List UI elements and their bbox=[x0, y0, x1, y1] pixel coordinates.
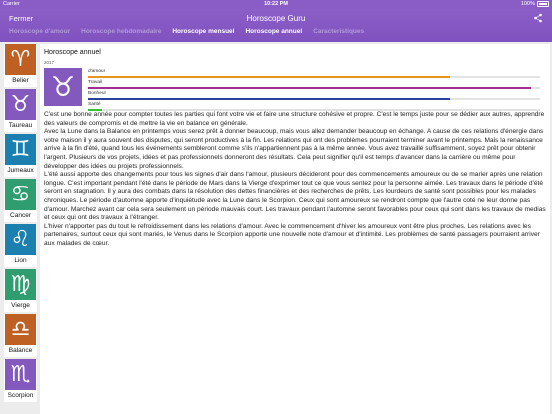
rating-fill bbox=[88, 76, 450, 78]
sign-item-jumeaux[interactable] bbox=[4, 134, 37, 177]
battery-percent: 100% bbox=[520, 1, 535, 7]
battery-indicator bbox=[521, 1, 549, 7]
aries-icon: ♈ bbox=[10, 46, 31, 72]
sign-tile bbox=[5, 269, 36, 300]
selected-sign-tile bbox=[44, 68, 82, 106]
rating-work bbox=[88, 80, 540, 91]
ratings-list bbox=[88, 69, 540, 113]
app-title: Horoscope Guru bbox=[246, 14, 306, 23]
paragraph: C'est une bonne année pour compter toutes les parties qui font votre vie et faire une structure cohésive et propre. C'est le temps juste pour se dédier aux autres, apprendre des valeurs de compromis et de mettre la vie en balance en générale. bbox=[44, 111, 545, 127]
tab-weekly-horoscope[interactable]: Horoscope hebdomadaire bbox=[81, 28, 162, 35]
sign-label: Balance bbox=[8, 347, 33, 354]
paragraph: Avec la Lune dans la Balance en printemps vous serez prêt à donner beaucoup, mais vous allez demander beaucoup en échange. A cause de ces relations d'énergie dans votre maison il y aura souvent des disputes, qui seront productives à la fin. Les relations qui ont des problèmes pourraient terminer avant le printemps. Mais la renaissance arrive à la fin d'été, quand tous les événements sembleront comme s'ils n'appartiennent pas à la même année. Vous avez travaillé suffisamment, soyez prêt pour obtenir l'argent. Plusieurs de vos projets, idées et pas professionnels donneront des résultats. Cela peut signifier qu'il est temps d'avancer dans la carrière ou même pour développer des idées ou projets professionnels. bbox=[44, 128, 544, 170]
sign-item-taureau[interactable] bbox=[4, 89, 37, 132]
year-label: 2017 bbox=[44, 60, 55, 65]
sign-item-belier[interactable] bbox=[4, 44, 37, 87]
rating-fill bbox=[88, 98, 450, 100]
sign-tile bbox=[5, 134, 36, 165]
sign-label: Jumeaux bbox=[7, 167, 34, 174]
sign-tile bbox=[5, 314, 36, 345]
sign-label: Taureau bbox=[8, 122, 33, 129]
rating-track bbox=[88, 87, 540, 89]
sign-tile bbox=[5, 44, 36, 75]
sign-label: Cancer bbox=[10, 212, 31, 219]
taurus-icon: ♉ bbox=[10, 91, 31, 117]
share-icon[interactable] bbox=[533, 13, 543, 23]
horoscope-panel bbox=[40, 44, 550, 414]
app-header bbox=[0, 9, 552, 42]
rating-label: d'amour bbox=[88, 69, 106, 74]
sign-label: Scorpion bbox=[7, 392, 34, 399]
libra-icon: ♎ bbox=[10, 316, 31, 342]
sign-item-scorpion[interactable] bbox=[4, 359, 37, 402]
virgo-icon: ♍ bbox=[10, 271, 31, 297]
clock: 10:22 PM bbox=[264, 1, 288, 7]
rating-label: Bonheur bbox=[88, 91, 107, 96]
horoscope-text bbox=[44, 111, 546, 249]
rating-track bbox=[88, 76, 540, 78]
page-title: Horoscope annuel bbox=[44, 49, 101, 56]
tab-bar bbox=[9, 28, 375, 35]
sign-item-lion[interactable] bbox=[4, 224, 37, 267]
sign-tile bbox=[5, 359, 36, 390]
leo-icon: ♌ bbox=[10, 226, 31, 252]
status-bar bbox=[0, 0, 552, 9]
rating-track bbox=[88, 98, 540, 100]
carrier-label: Carrier bbox=[3, 1, 20, 7]
tab-yearly-horoscope[interactable]: Horoscope annuel bbox=[245, 28, 303, 35]
sign-tile bbox=[5, 179, 36, 210]
sign-tile bbox=[5, 224, 36, 255]
tab-love-horoscope[interactable]: Horoscope d'amour bbox=[9, 28, 71, 35]
gemini-icon: ♊ bbox=[10, 136, 31, 162]
tab-characteristics[interactable]: Caracteristiques bbox=[313, 28, 365, 35]
paragraph: L'hiver n'apporter pas du tout le refroidissement dans les relations d'amour. Avec le commencement d'hiver les amoureux vont être plus proches. Les relations avec les partenaires, surtout ceux qui sont mariés, le Venus dans le Scorpion apporte une nouvelle note d'amour et d'intimité. Les problèmes de santé passagers pourraient arriver aux malades de cœur. bbox=[44, 222, 540, 247]
scorpio-icon: ♏ bbox=[10, 361, 31, 387]
rating-label: Travail bbox=[88, 80, 103, 85]
sign-item-cancer[interactable] bbox=[4, 179, 37, 222]
battery-icon bbox=[537, 1, 549, 7]
sign-label: Vierge bbox=[11, 302, 30, 309]
cancer-icon: ♋ bbox=[10, 181, 31, 207]
sign-label: Belier bbox=[12, 77, 29, 84]
sign-item-vierge[interactable] bbox=[4, 269, 37, 312]
rating-label: Santé bbox=[88, 102, 101, 107]
rating-fill bbox=[88, 87, 531, 89]
rating-happiness bbox=[88, 91, 540, 102]
sign-tile bbox=[5, 89, 36, 120]
taurus-icon: ♉ bbox=[50, 71, 76, 103]
close-button[interactable]: Fermer bbox=[9, 14, 34, 23]
sign-item-balance[interactable] bbox=[4, 314, 37, 357]
sign-label: Lion bbox=[14, 257, 27, 264]
paragraph: L'été aussi apporte des changements pour tous les signes d'air dans l'amour, plusieurs décideront pour des commencements amoureux ou de se marier après une relation longue. C'est important pendant l'été dans le période de Mars dans la Vierge d'exprimer tout ce que vous sentez pour la personne aimée. Les travaux dans le période d'été seront en stagnation. Il y aura des combats dans la résolution des dettes financières et des recherches de prêts. Les lourdeurs de santé sont possibles pour les malades chroniques. Le période d'automne apporte d'inquiétude avec la Lune dans le Scorpion. Ceux qui sont amoureux se rendront compte que l'autre coté ne leur donne pas d'amour. Marchez avant car cela sera seulement un période mauvais court. Les travaux pendant l'automne seront favorables pour ceux qui sont dans les travaux de medias et ceux qui ont des travaux à l'étranger. bbox=[44, 171, 546, 222]
rating-love bbox=[88, 69, 540, 80]
tab-monthly-horoscope[interactable]: Horoscope mensuel bbox=[172, 28, 235, 35]
zodiac-sidebar bbox=[4, 44, 37, 414]
